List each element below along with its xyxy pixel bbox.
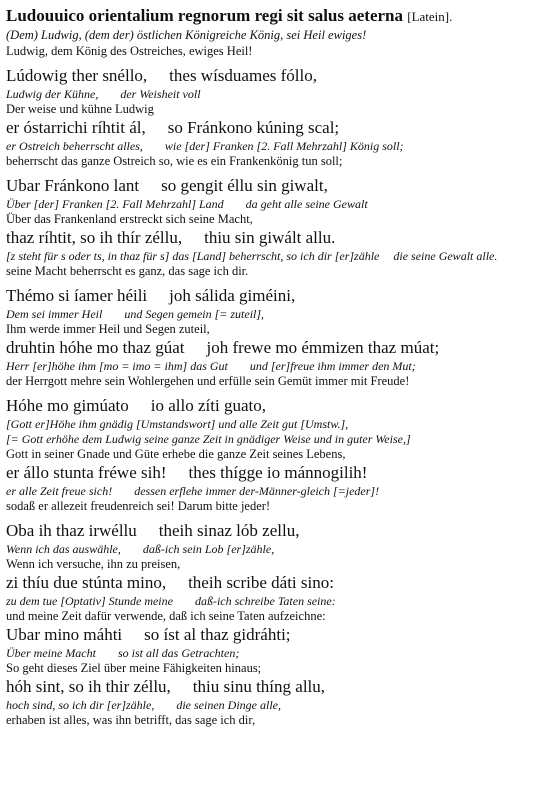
old-high-german-line [6, 227, 554, 249]
interlinear-gloss [6, 594, 554, 609]
old-high-german-line [6, 285, 554, 307]
gloss-part: da geht alle seine Gewalt [245, 197, 368, 211]
modern-translation: So geht dieses Ziel über meine Fähigkeiten hinaus; [6, 661, 262, 675]
interlinear-gloss [6, 698, 554, 713]
half-verse: so íst al thaz gidráhti; [144, 625, 291, 644]
gloss-part: der Weisheit voll [120, 87, 201, 101]
modern-translation: beherrscht das ganze Ostreich so, wie es ein Frankenkönig tun soll; [6, 154, 343, 168]
modern-translation: Der weise und kühne Ludwig [6, 102, 154, 116]
gloss-part: er Ostreich beherrscht alles, [6, 139, 143, 153]
half-verse: theih scribe dáti sino: [188, 573, 334, 592]
old-high-german-line [6, 520, 554, 542]
gloss-part: daß-ich sein Lob [er]zähle, [142, 542, 275, 556]
modern-translation: und meine Zeit dafür verwende, daß ich seine Taten aufzeichne: [6, 609, 326, 623]
half-verse: druhtin hóhe mo thaz gúat [6, 338, 185, 357]
half-verse: Hóhe mo gimúato [6, 396, 129, 415]
document-page [6, 6, 554, 728]
header-language-tag: [Latein]. [407, 9, 453, 24]
interlinear-gloss [6, 646, 554, 661]
header-title-line [6, 6, 554, 27]
half-verse: Ubar mino máhti [6, 625, 123, 644]
gloss-part: und Segen gemein [= zuteil], [124, 307, 265, 321]
interlinear-gloss [6, 542, 554, 557]
gloss-part: so ist all das Getrachten; [117, 646, 240, 660]
gloss-part: dessen erflehe immer der-Männer-gleich [=jeder]! [134, 484, 380, 498]
gloss-part: und [er]freue ihm immer den Mut; [249, 359, 416, 373]
interlinear-gloss [6, 417, 554, 432]
interlinear-gloss [6, 359, 554, 374]
gloss-part: [Gott er]Höhe ihm gnädig [Umstandswort] und alle Zeit gut [Umstw.], [6, 417, 349, 431]
header-gloss: (Dem) Ludwig, (dem der) östlichen Königreiche König, sei Heil ewiges! [6, 28, 367, 42]
half-verse: so gengit éllu sin giwalt, [161, 176, 328, 195]
interlinear-gloss-explanation: [= Gott erhöhe dem Ludwig seine ganze Zeit in gnädiger Weise und in guter Weise,] [6, 432, 411, 446]
old-high-german-line [6, 175, 554, 197]
modern-translation: erhaben ist alles, was ihn betrifft, das sage ich dir, [6, 713, 256, 727]
modern-translation: seine Macht beherrscht es ganz, das sage ich dir. [6, 264, 249, 278]
gloss-part: Über [der] Franken [2. Fall Mehrzahl] Land [6, 197, 224, 211]
half-verse: Ubar Fránkono lant [6, 176, 140, 195]
interlinear-gloss [6, 307, 554, 322]
old-high-german-line [6, 572, 554, 594]
half-verse: er óstarrichi ríhtit ál, [6, 118, 146, 137]
modern-translation: Gott in seiner Gnade und Güte erhebe die ganze Zeit seines Lebens, [6, 447, 346, 461]
half-verse: thiu sin giwált allu. [204, 228, 336, 247]
stanza [6, 285, 554, 389]
half-verse: thes wísduames fóllo, [169, 66, 317, 85]
modern-translation: Ihm werde immer Heil und Segen zuteil, [6, 322, 210, 336]
gloss-part: die seine Gewalt alle. [393, 249, 498, 263]
gloss-part: zu dem tue [Optativ] Stunde meine [6, 594, 173, 608]
gloss-part: Über meine Macht [6, 646, 96, 660]
half-verse: er állo stunta fréwe sih! [6, 463, 167, 482]
old-high-german-line [6, 462, 554, 484]
old-high-german-line [6, 337, 554, 359]
half-verse: thes thígge io mánnogilih! [188, 463, 368, 482]
modern-translation: der Herrgott mehre sein Wohlergehen und erfülle sein Gemüt immer mit Freude! [6, 374, 410, 388]
header-title: Ludouuico orientalium regnorum regi sit salus aeterna [6, 6, 403, 25]
interlinear-gloss [6, 249, 554, 264]
half-verse: Lúdowig ther snéllo, [6, 66, 148, 85]
gloss-part: er alle Zeit freue sich! [6, 484, 113, 498]
half-verse: io allo zíti guato, [150, 396, 266, 415]
header [6, 6, 554, 59]
stanza [6, 395, 554, 514]
stanza [6, 65, 554, 169]
old-high-german-line [6, 395, 554, 417]
half-verse: Thémo si íamer héili [6, 286, 148, 305]
interlinear-gloss [6, 197, 554, 212]
half-verse: joh sálida giméini, [169, 286, 296, 305]
gloss-part: Dem sei immer Heil [6, 307, 103, 321]
gloss-part: Ludwig der Kühne, [6, 87, 99, 101]
gloss-part: hoch sind, so ich dir [er]zähle, [6, 698, 155, 712]
half-verse: theih sinaz lób zellu, [158, 521, 300, 540]
modern-translation: Wenn ich versuche, ihn zu preisen, [6, 557, 181, 571]
half-verse: Oba ih thaz irwéllu [6, 521, 137, 540]
old-high-german-line [6, 117, 554, 139]
gloss-part: [z steht für s oder ts, in thaz für s] das [Land] beherrscht, so ich dir [er]zähle [6, 249, 380, 263]
half-verse: thaz ríhtit, so ih thír zéllu, [6, 228, 183, 247]
stanza [6, 175, 554, 279]
old-high-german-line [6, 676, 554, 698]
half-verse: so Fránkono kúning scal; [167, 118, 340, 137]
gloss-part: daß-ich schreibe Taten seine: [194, 594, 336, 608]
interlinear-gloss [6, 484, 554, 499]
half-verse: zi thíu due stúnta mino, [6, 573, 167, 592]
interlinear-gloss [6, 139, 554, 154]
half-verse: hóh sint, so ih thir zéllu, [6, 677, 171, 696]
old-high-german-line [6, 65, 554, 87]
stanza [6, 520, 554, 728]
half-verse: thiu sinu thíng allu, [192, 677, 326, 696]
header-translation: Ludwig, dem König des Ostreiches, ewiges Heil! [6, 44, 253, 58]
old-high-german-line [6, 624, 554, 646]
modern-translation: Über das Frankenland erstreckt sich seine Macht, [6, 212, 253, 226]
gloss-part: wie [der] Franken [2. Fall Mehrzahl] König soll; [164, 139, 404, 153]
gloss-part: die seinen Dinge alle, [176, 698, 281, 712]
gloss-part: Wenn ich das auswähle, [6, 542, 121, 556]
gloss-part: Herr [er]höhe ihm [mo = imo = ihm] das Gut [6, 359, 228, 373]
modern-translation: sodaß er allezeit freudenreich sei! Darum bitte jeder! [6, 499, 271, 513]
interlinear-gloss [6, 87, 554, 102]
half-verse: joh frewe mo émmizen thaz múat; [206, 338, 440, 357]
